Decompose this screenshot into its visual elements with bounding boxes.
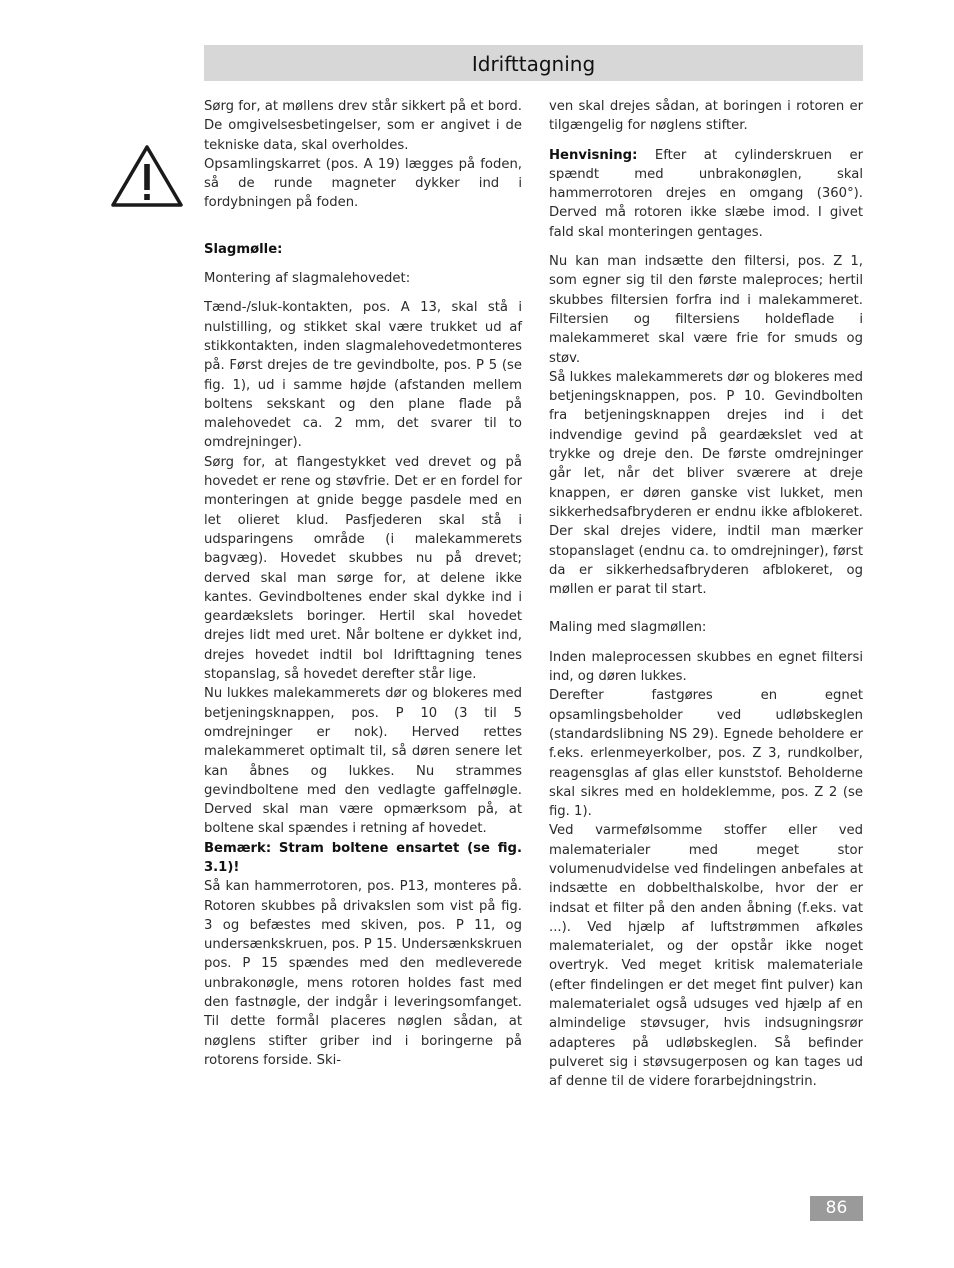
page-title: Idrifttagning (471, 52, 596, 76)
page-number: 86 (810, 1196, 863, 1221)
paragraph: Sørg for, at flangestykket ved drevet og på hovedet er rene og støvfrie. Det er en fordel for monteringen at gnide begge pasdele med en let olieret klud. Pasfjederen skal stå i udsparingens område (i malekammerets bagvæg). Hovedet skubbes nu på drevet; derved skal man sørge for, at delene ikke kantes. Gevindboltenes ender skal dykke ind i geardækslets boringer. Hertil skal hovedet drejes lidt med uret. Når boltene er dykket ind, drejes hovedet indtil bol Idrifttagning tenes stopanslag, så hovedet derefter står lige. (204, 454, 522, 683)
title-bar (204, 45, 863, 81)
left-column (204, 97, 522, 1070)
henvisning-text: Efter at cylinderskruen er spændt med unbrakonøglen, skal hammerrotoren drejes en omgang (360°). Derved må rotoren ikke slæbe imod. I givet fald skal monteringen gentages. (549, 147, 863, 240)
paragraph: Tænd-/sluk-kontakten, pos. A 13, skal stå i nulstilling, og stikket skal være trukket ud af stikkontakten, inden slagmalehovedetmonteres på. Først drejes de tre gevindbolte, pos. P 5 (se fig. 1), ud i samme højde (afstanden mellem boltens sekskant og den plane flade på malehovedet ca. 2 mm, det svarer til to omdrejninger). (204, 300, 522, 451)
paragraph: Derefter fastgøres en egnet opsamlingsbeholder ved udløbskeglen (standardslibning NS 29). Egnede beholdere er f.eks. erlenmeyerkolber, pos. Z 3, rundkolber, reagensglas af glas eller kunststof. Beholderne skal sikres med en holdeklemme, pos. Z 2 (se fig. 1). (549, 688, 863, 820)
paragraph: Nu lukkes malekammerets dør og blokeres med betjeningsknappen, pos. P 10 (3 til 5 omdrejninger er nok). Herved rettes malekammeret optimalt til, så døren senere let kan åbnes og lukkes. Nu strammes gevindboltene med den vedlagte gaffelnøgle. Derved skal man være opmærksom på, at boltene skal spændes i retning af hovedet. (204, 686, 522, 837)
paragraph: Ved varmefølsomme stoffer eller ved malematerialer med meget stor volumenudvidelse ved findelingen anbefales at indsætte en dobbelthalskolbe, hvor der er indsat et filter på den anden åbning (f.eks. vat ...). Ved hjælp af luftstrømmen afkøles malematerialet, og der opstår ikke noget overtryk. Ved meget kritisk malemateriale (efter findelingen er det meget fint pulver) kan malematerialet også udsuges ved hjælp af en almindelige støvsuger, hvis indsugningsrør adapteres på udløbskeglen. Så befinder pulveret sig i støvsugerposen og kan tages ud af denne til de videre forarbejdningstrin. (549, 823, 863, 1090)
warning-triangle-icon (111, 144, 183, 208)
paragraph: Inden maleprocessen skubbes en egnet filtersi ind, og døren lukkes. (549, 649, 863, 685)
henvisning-paragraph (549, 146, 863, 242)
paragraph: Så kan hammerrotoren, pos. P13, monteres på. Rotoren skubbes på drivakslen som vist på fig. 3 og befæstes med skiven, pos. P 11, og undersænkskruen, pos. P 15. Undersænkskruen pos. P 15 spændes med den medleverede unbrakonøgle, mens rotoren holdes fast med den fastnøgle, der indgår i leveringsomfanget. Til dette formål placeres nøglen sådan, at nøglens stifter griber ind i boringerne på rotorens forside. Ski- (204, 879, 522, 1068)
paragraph: Nu kan man indsætte den filtersi, pos. Z 1, som egner sig til den første maleproces; hertil skubbes filtersien forfra ind i malekammeret. Filtersien og filtersiens holdeflade i malekammeret skal være frie for smuds og støv. (549, 254, 863, 366)
right-column (549, 97, 863, 1092)
note-bold: Bemærk: Stram boltene ensartet (se fig. 3.1)! (204, 840, 522, 875)
paragraph: Så lukkes malekammerets dør og blokeres med betjeningsknappen, pos. P 10. Gevindbolten fra betjeningsknappen drejes ind i det indvendige gevind på geardækslet ved at trykke og dreje den. De første omdrejninger går let, når det bliver sværere at dreje knappen, er døren ganske vist lukket, men sikkerhedsafbryderen er endnu ikke afblokeret. Der skal drejes videre, indtil man mærker stopanslaget (endnu ca. to omdrejninger), først da er sikkerhedsafbryderen afblokeret, og møllen er parat til start. (549, 369, 863, 598)
paragraph: ven skal drejes sådan, at boringen i rotoren er tilgængelig for nøglens stifter. (549, 99, 863, 134)
paragraph: Opsamlingskarret (pos. A 19) lægges på foden, så de runde magneter dykker ind i fordybningen på foden. (204, 156, 522, 211)
paragraph: Sørg for, at møllens drev står sikkert på et bord. De omgivelsesbetingelser, som er angivet i de tekniske data, skal overholdes. (204, 99, 522, 153)
section-heading: Slagmølle: (204, 241, 283, 257)
subsection-heading: Maling med slagmøllen: (549, 620, 707, 636)
henvisning-label: Henvisning: (549, 147, 638, 163)
subsection-heading: Montering af slagmalehovedet: (204, 271, 411, 287)
